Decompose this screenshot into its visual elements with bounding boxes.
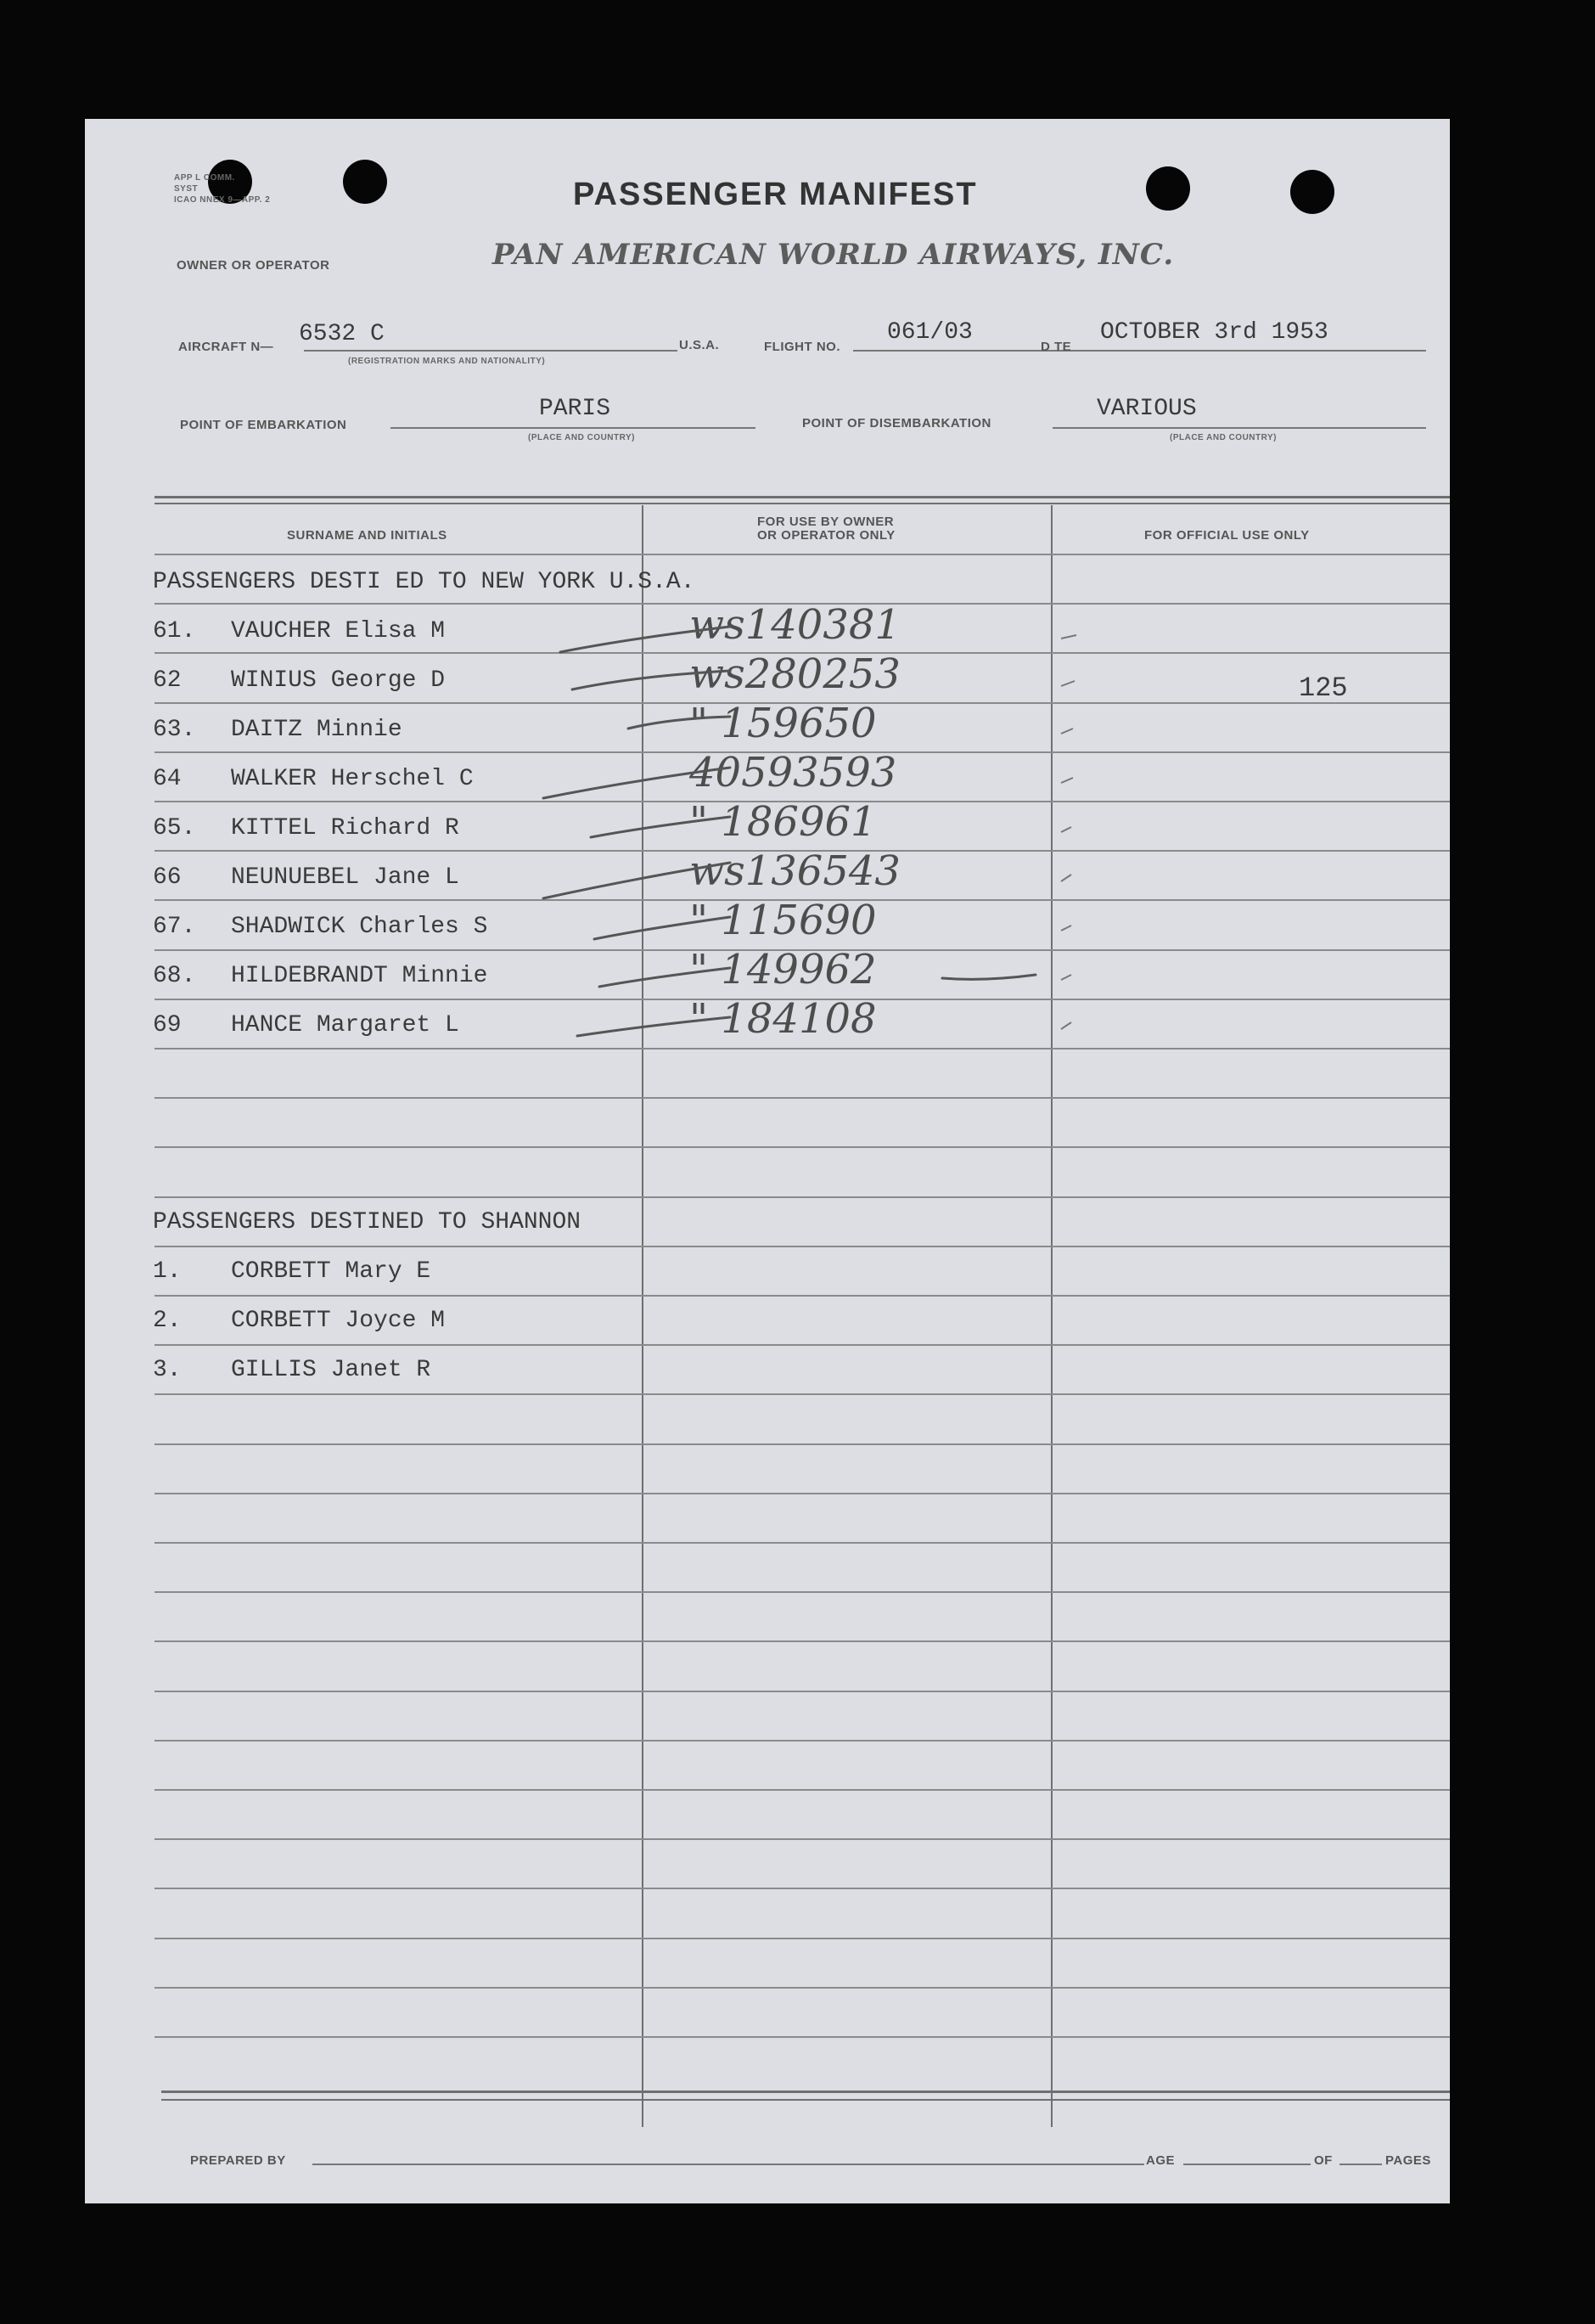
corner-note: APP L COMM. (174, 173, 235, 183)
passenger-number: 3. (153, 1357, 182, 1383)
tick-mark (1061, 681, 1075, 686)
passenger-number: 67. (153, 914, 196, 940)
passenger-name: CORBETT Joyce M (231, 1308, 446, 1334)
column-header-official: FOR OFFICIAL USE ONLY (1144, 528, 1310, 543)
passport-number: " 115690 (689, 897, 877, 944)
passenger-name: WINIUS George D (231, 667, 446, 694)
ink-stroke (599, 968, 730, 987)
passenger-number: 69 (153, 1012, 182, 1038)
tick-mark (1061, 875, 1071, 881)
ruled-line (154, 1493, 1450, 1494)
date-label: D TE (1041, 340, 1072, 354)
aircraft-value: 6532 C (299, 321, 385, 347)
ink-stroke (591, 817, 730, 837)
passenger-name: HILDEBRANDT Minnie (231, 963, 488, 989)
passport-number: ws136543 (689, 847, 901, 895)
prepared-by-label: PREPARED BY (190, 2153, 286, 2168)
passenger-name: VAUCHER Elisa M (231, 618, 446, 644)
group-heading-shannon: PASSENGERS DESTINED TO SHANNON (153, 1209, 581, 1235)
flight-value: 061/03 (887, 319, 973, 346)
of-line (1339, 2164, 1382, 2165)
passenger-number: 63. (153, 717, 196, 743)
passenger-number: 65. (153, 815, 196, 841)
passenger-number: 64 (153, 766, 182, 792)
place-caption: (PLACE AND COUNTRY) (528, 433, 635, 442)
passenger-name: HANCE Margaret L (231, 1012, 459, 1038)
passport-number: " 149962 (689, 946, 877, 993)
passenger-name: WALKER Herschel C (231, 766, 474, 792)
ink-stroke (572, 671, 730, 689)
ruled-line (154, 2036, 1450, 2038)
ruled-line (154, 1344, 1450, 1346)
embarkation-label: POINT OF EMBARKATION (180, 418, 347, 432)
page-label: AGE (1146, 2153, 1176, 2168)
passenger-number: 62 (153, 667, 182, 694)
tick-mark (1061, 1022, 1071, 1029)
ruled-line (154, 1196, 1450, 1198)
disembarkation-value: VARIOUS (1097, 396, 1197, 422)
group-heading-new-york: PASSENGERS DESTI ED TO NEW YORK U.S.A. (153, 569, 695, 595)
official-value: 125 (1299, 672, 1348, 704)
flight-label: FLIGHT NO. (764, 340, 840, 354)
manifest-sheet (85, 119, 1450, 2203)
tick-mark (1061, 729, 1073, 734)
ink-stroke (543, 863, 730, 898)
ruled-line (154, 1640, 1450, 1642)
tick-mark (1061, 635, 1076, 639)
passenger-name: GILLIS Janet R (231, 1357, 431, 1383)
tick-mark (1061, 778, 1073, 783)
ruled-line (154, 1938, 1450, 1939)
passenger-name: DAITZ Minnie (231, 717, 402, 743)
operator-stamp: PAN AMERICAN WORLD AIRWAYS, INC. (492, 238, 1175, 272)
ruled-line (154, 1146, 1450, 1148)
handwritten-strokes (85, 119, 1450, 1138)
column-header-surname: SURNAME AND INITIALS (287, 528, 447, 543)
ruled-line (154, 1987, 1450, 1989)
place-caption: (PLACE AND COUNTRY) (1170, 433, 1277, 442)
passenger-number: 61. (153, 618, 196, 644)
corner-note: SYST (174, 184, 199, 194)
page-line (1183, 2164, 1311, 2165)
ink-stroke (594, 917, 730, 939)
owner-label: OWNER OR OPERATOR (177, 258, 330, 273)
disembarkation-label: POINT OF DISEMBARKATION (802, 416, 991, 430)
passenger-name: SHADWICK Charles S (231, 914, 488, 940)
usa-label: U.S.A. (679, 338, 720, 352)
passenger-number: 2. (153, 1308, 182, 1334)
column-header-owner-use: OR OPERATOR ONLY (757, 528, 896, 543)
ruled-line (154, 1740, 1450, 1742)
ruled-line (154, 1789, 1450, 1791)
ruled-line (154, 1295, 1450, 1297)
passenger-number: 68. (153, 963, 196, 989)
passport-number: ws280253 (689, 650, 901, 698)
tick-mark (1061, 827, 1071, 832)
corner-note: ICAO NNEX 9—APP. 2 (174, 195, 271, 205)
passport-number: ws140381 (689, 601, 901, 649)
ink-stroke (942, 975, 1036, 979)
of-label: OF (1314, 2153, 1333, 2168)
ink-stroke (577, 1017, 730, 1036)
ruled-line (154, 1246, 1450, 1247)
table-border-bottom (161, 2090, 1450, 2093)
prepared-by-line (312, 2164, 1144, 2165)
ruled-line (154, 1542, 1450, 1544)
date-value: OCTOBER 3rd 1953 (1100, 319, 1328, 346)
ruled-line (154, 1591, 1450, 1593)
tick-mark (1061, 975, 1071, 980)
tick-mark (1061, 926, 1071, 931)
passenger-name: NEUNUEBEL Jane L (231, 864, 459, 891)
ruled-line (154, 1691, 1450, 1692)
aircraft-label: AIRCRAFT N— (178, 340, 274, 354)
passport-number: " 186961 (689, 798, 877, 846)
registration-caption: (REGISTRATION MARKS AND NATIONALITY) (348, 357, 546, 366)
page-title: PASSENGER MANIFEST (573, 177, 978, 212)
table-border-bottom (161, 2099, 1450, 2101)
passenger-number: 1. (153, 1258, 182, 1285)
passport-number: 40593593 (689, 749, 897, 796)
ruled-line (154, 1393, 1450, 1395)
ink-stroke (543, 768, 730, 798)
ruled-line (154, 1888, 1450, 1889)
ink-stroke (628, 717, 730, 729)
passenger-name: CORBETT Mary E (231, 1258, 431, 1285)
passenger-name: KITTEL Richard R (231, 815, 459, 841)
pages-label: PAGES (1385, 2153, 1431, 2168)
passport-number: " 184108 (689, 995, 877, 1043)
ruled-line (154, 1838, 1450, 1840)
column-header-owner-use: FOR USE BY OWNER (757, 515, 895, 529)
ruled-line (154, 1443, 1450, 1445)
passenger-number: 66 (153, 864, 182, 891)
embarkation-value: PARIS (539, 396, 611, 422)
passport-number: " 159650 (689, 700, 877, 747)
ink-stroke (560, 627, 730, 652)
